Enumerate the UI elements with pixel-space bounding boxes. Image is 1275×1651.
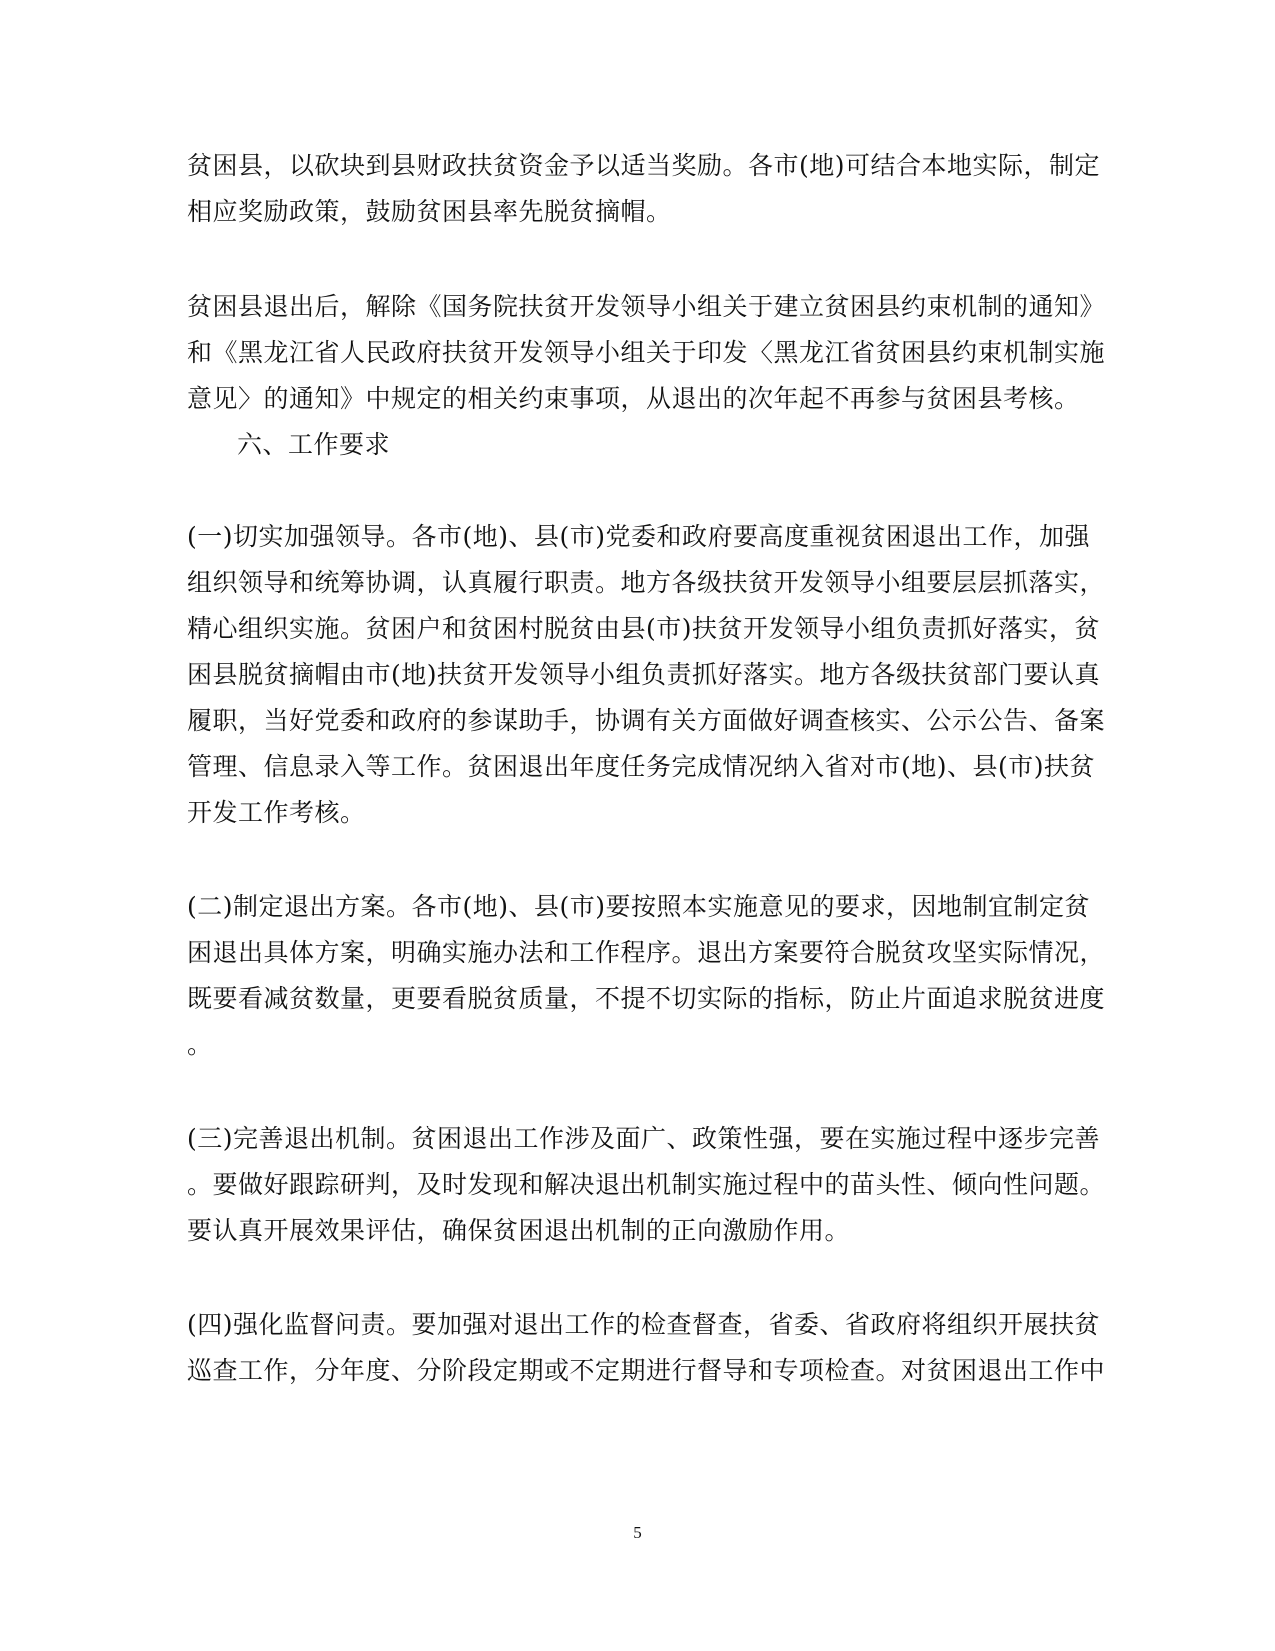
body-text-line: 意见〉的通知》中规定的相关约束事项，从退出的次年起不再参与贫困县考核。 [187,384,1080,413]
body-text-line: (四)强化监督问责。要加强对退出工作的检查督查，省委、省政府将组织开展扶贫 [187,1310,1101,1339]
body-text-line: 困退出具体方案，明确实施办法和工作程序。退出方案要符合脱贫攻坚实际情况， [187,938,1106,967]
body-text-line: 精心组织实施。贫困户和贫困村脱贫由县(市)扶贫开发领导小组负责抓好落实，贫 [187,614,1101,643]
body-text-line: 贫困县，以砍块到县财政扶贫资金予以适当奖励。各市(地)可结合本地实际，制定 [187,151,1101,180]
body-text-line: (二)制定退出方案。各市(地)、县(市)要按照本实施意见的要求，因地制宜制定贫 [187,892,1091,921]
body-text-line: 和《黑龙江省人民政府扶贫开发领导小组关于印发〈黑龙江省贫困县约束机制实施 [187,338,1106,367]
body-text-line: 开发工作考核。 [187,798,366,827]
body-text-line: 巡查工作，分年度、分阶段定期或不定期进行督导和专项检查。对贫困退出工作中 [187,1356,1106,1385]
body-text-line: 组织领导和统筹协调，认真履行职责。地方各级扶贫开发领导小组要层层抓落实， [187,568,1106,597]
body-text-line: 贫困县退出后，解除《国务院扶贫开发领导小组关于建立贫困县约束机制的通知》 [187,292,1106,321]
body-text-line: 既要看减贫数量，更要看脱贫质量，不提不切实际的指标，防止片面追求脱贫进度 [187,984,1106,1013]
body-text-line: (三)完善退出机制。贫困退出工作涉及面广、政策性强，要在实施过程中逐步完善 [187,1124,1101,1153]
body-text-line: 履职，当好党委和政府的参谋助手，协调有关方面做好调查核实、公示公告、备案 [187,706,1106,735]
page-number: 5 [633,1523,642,1542]
body-text-line: 要认真开展效果评估，确保贫困退出机制的正向激励作用。 [187,1216,851,1245]
body-text-line: 。要做好跟踪研判，及时发现和解决退出机制实施过程中的苗头性、倾向性问题。 [187,1170,1106,1199]
body-text-line: 相应奖励政策，鼓励贫困县率先脱贫摘帽。 [187,197,672,226]
section-heading: 六、工作要求 [237,430,391,459]
body-text-line: 。 [187,1030,213,1059]
body-text-line: 管理、信息录入等工作。贫困退出年度任务完成情况纳入省对市(地)、县(市)扶贫 [187,752,1096,781]
body-text-line: 困县脱贫摘帽由市(地)扶贫开发领导小组负责抓好落实。地方各级扶贫部门要认真 [187,660,1101,689]
body-text-line: (一)切实加强领导。各市(地)、县(市)党委和政府要高度重视贫困退出工作，加强 [187,522,1091,551]
